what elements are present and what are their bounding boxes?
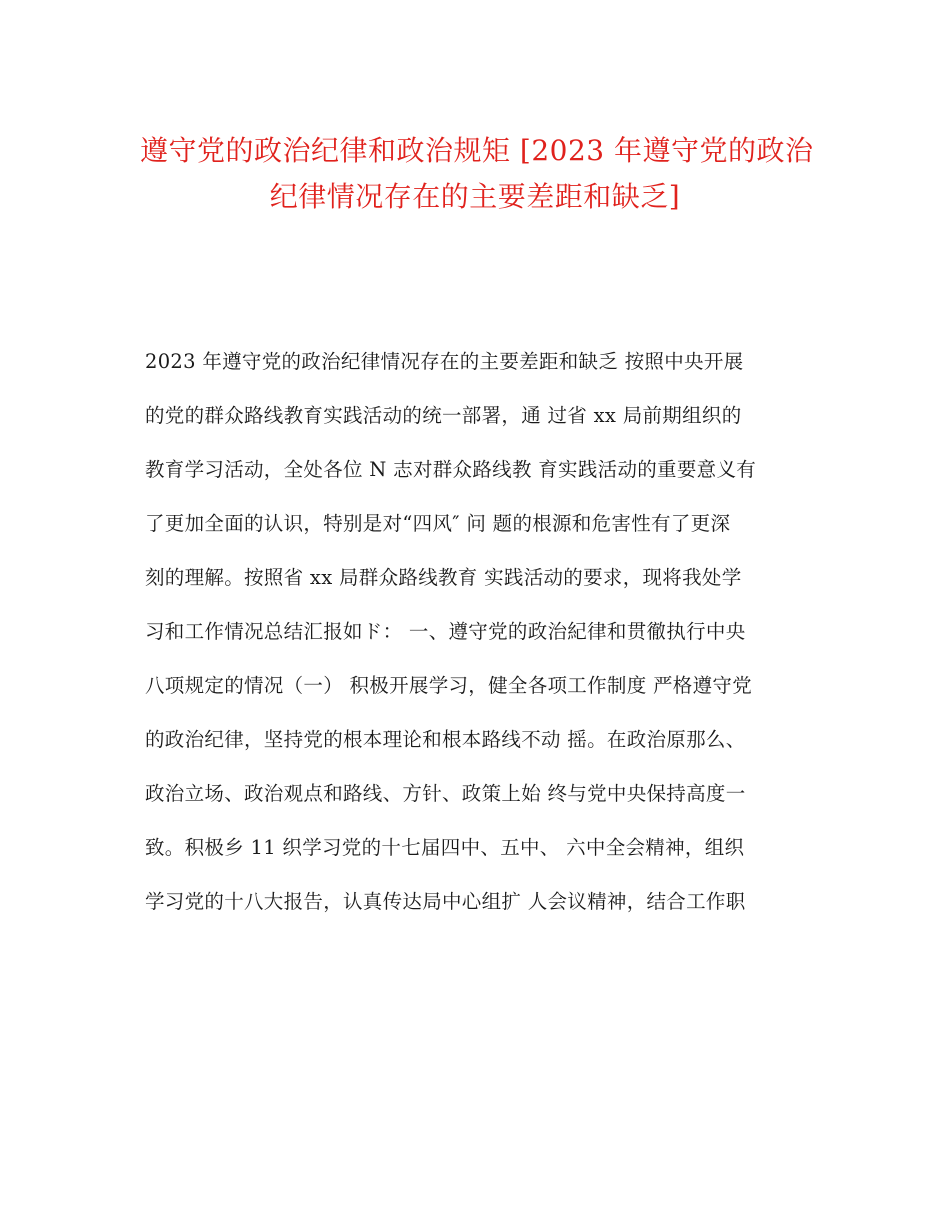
body-line: 致。积极乡 11 织学习党的十七届四中、五中、 六中全会精神，组织 bbox=[145, 836, 745, 859]
title-line-2: 纪律情况存在的主要差距和缺乏] bbox=[269, 180, 681, 213]
body-line: 2023 年遵守党的政治纪律情况存在的主要差距和缺乏 按照中央开展 bbox=[145, 350, 744, 373]
body-line: 政治立场、政治观点和路线、方针、政策上始 终与党中央保持高度一 bbox=[145, 782, 746, 805]
body-line: 习和工作情况总结汇报如ド： 一、遵守党的政治紀律和贯徹执行中央 bbox=[145, 620, 746, 643]
body-line: 学习党的十八大报告，认真传达局中心组扩 人会议精神，结合工作职 bbox=[145, 890, 746, 913]
body-line: 教育学习活动，全处各位 N 志对群众路线教 育实践活动的重要意义有 bbox=[145, 458, 757, 481]
body-line: 了更加全面的认识，特别是对“四风″ 问 题的根源和危害性有了更深 bbox=[145, 512, 731, 535]
title-line-1: 遵守党的政治纪律和政治规矩 [2023 年遵守党的政治 bbox=[140, 134, 814, 167]
body-line: 刻的理解。按照省 xx 局群众路线教育 实践活动的要求，现将我处学 bbox=[145, 566, 742, 589]
document-body bbox=[145, 335, 805, 929]
body-line: 八项规定的情况（一） 积极开展学习，健全各项工作制度 严格遵守党 bbox=[145, 674, 752, 697]
document-title bbox=[140, 128, 814, 220]
body-line: 的政治纪律，坚持党的根本理论和根本路线不动 摇。在政治原那么、 bbox=[145, 728, 746, 751]
body-line: 的党的群众路线教育实践活动的统一部署，通 过省 xx 局前期组织的 bbox=[145, 404, 742, 427]
